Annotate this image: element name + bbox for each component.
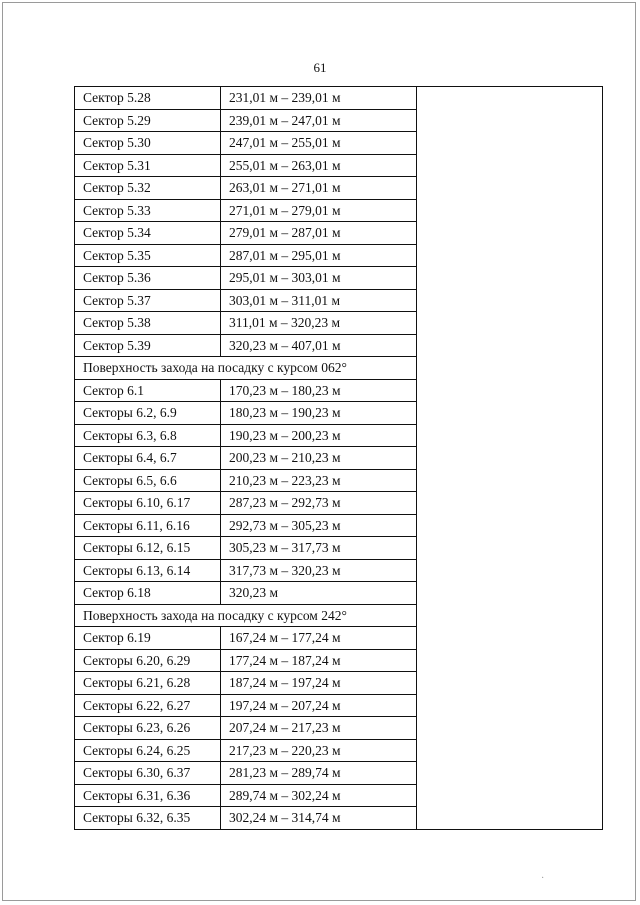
- sector-name-cell: Секторы 6.24, 6.25: [75, 739, 221, 762]
- page-number: 61: [313, 60, 327, 75]
- height-range-cell: 197,24 м – 207,24 м: [221, 694, 417, 717]
- height-range-cell: 292,73 м – 305,23 м: [221, 514, 417, 537]
- height-range-cell: 180,23 м – 190,23 м: [221, 402, 417, 425]
- height-range-cell: 317,73 м – 320,23 м: [221, 559, 417, 582]
- height-range-cell: 187,24 м – 197,24 м: [221, 672, 417, 695]
- table-row: [75, 87, 603, 110]
- height-range-cell: 287,01 м – 295,01 м: [221, 244, 417, 267]
- sector-height-table: [74, 86, 603, 830]
- height-range-cell: 279,01 м – 287,01 м: [221, 222, 417, 245]
- table-body: [75, 87, 603, 830]
- height-range-cell: 320,23 м – 407,01 м: [221, 334, 417, 357]
- section-heading: Поверхность захода на посадку с курсом 062°: [75, 357, 417, 380]
- height-range-cell: 255,01 м – 263,01 м: [221, 154, 417, 177]
- sector-name-cell: Сектор 6.18: [75, 582, 221, 605]
- sector-name-cell: Секторы 6.31, 6.36: [75, 784, 221, 807]
- sector-name-cell: Секторы 6.2, 6.9: [75, 402, 221, 425]
- sector-name-cell: Секторы 6.23, 6.26: [75, 717, 221, 740]
- sector-name-cell: Секторы 6.5, 6.6: [75, 469, 221, 492]
- height-range-cell: 320,23 м: [221, 582, 417, 605]
- height-range-cell: 247,01 м – 255,01 м: [221, 132, 417, 155]
- height-range-cell: 305,23 м – 317,73 м: [221, 537, 417, 560]
- height-range-cell: 271,01 м – 279,01 м: [221, 199, 417, 222]
- height-range-cell: 287,23 м – 292,73 м: [221, 492, 417, 515]
- sector-name-cell: Секторы 6.20, 6.29: [75, 649, 221, 672]
- sector-name-cell: Сектор 5.31: [75, 154, 221, 177]
- sector-name-cell: Сектор 5.34: [75, 222, 221, 245]
- height-range-cell: 177,24 м – 187,24 м: [221, 649, 417, 672]
- sector-name-cell: Сектор 5.38: [75, 312, 221, 335]
- sector-name-cell: Сектор 5.30: [75, 132, 221, 155]
- height-range-cell: 289,74 м – 302,24 м: [221, 784, 417, 807]
- sector-name-cell: Секторы 6.32, 6.35: [75, 807, 221, 830]
- height-range-cell: 295,01 м – 303,01 м: [221, 267, 417, 290]
- sector-name-cell: Секторы 6.30, 6.37: [75, 762, 221, 785]
- sector-name-cell: Секторы 6.11, 6.16: [75, 514, 221, 537]
- sector-name-cell: Секторы 6.21, 6.28: [75, 672, 221, 695]
- scan-speck: ·: [541, 873, 545, 884]
- height-range-cell: 167,24 м – 177,24 м: [221, 627, 417, 650]
- sector-name-cell: Секторы 6.22, 6.27: [75, 694, 221, 717]
- height-range-cell: 210,23 м – 223,23 м: [221, 469, 417, 492]
- sector-name-cell: Сектор 5.28: [75, 87, 221, 110]
- sector-name-cell: Секторы 6.12, 6.15: [75, 537, 221, 560]
- remarks-cell: [417, 87, 603, 830]
- height-range-cell: 207,24 м – 217,23 м: [221, 717, 417, 740]
- height-range-cell: 281,23 м – 289,74 м: [221, 762, 417, 785]
- sector-name-cell: Сектор 5.32: [75, 177, 221, 200]
- sector-name-cell: Сектор 6.1: [75, 379, 221, 402]
- sector-name-cell: Секторы 6.4, 6.7: [75, 447, 221, 470]
- height-range-cell: 231,01 м – 239,01 м: [221, 87, 417, 110]
- height-range-cell: 302,24 м – 314,74 м: [221, 807, 417, 830]
- height-range-cell: 170,23 м – 180,23 м: [221, 379, 417, 402]
- sector-name-cell: Секторы 6.3, 6.8: [75, 424, 221, 447]
- sector-name-cell: Сектор 6.19: [75, 627, 221, 650]
- sector-name-cell: Сектор 5.35: [75, 244, 221, 267]
- sector-name-cell: Сектор 5.29: [75, 109, 221, 132]
- height-range-cell: 190,23 м – 200,23 м: [221, 424, 417, 447]
- sector-name-cell: Секторы 6.10, 6.17: [75, 492, 221, 515]
- height-range-cell: 239,01 м – 247,01 м: [221, 109, 417, 132]
- section-heading: Поверхность захода на посадку с курсом 242°: [75, 604, 417, 627]
- height-range-cell: 311,01 м – 320,23 м: [221, 312, 417, 335]
- height-range-cell: 217,23 м – 220,23 м: [221, 739, 417, 762]
- sector-name-cell: Сектор 5.39: [75, 334, 221, 357]
- sector-name-cell: Сектор 5.37: [75, 289, 221, 312]
- sector-name-cell: Секторы 6.13, 6.14: [75, 559, 221, 582]
- sector-name-cell: Сектор 5.33: [75, 199, 221, 222]
- height-range-cell: 303,01 м – 311,01 м: [221, 289, 417, 312]
- height-range-cell: 200,23 м – 210,23 м: [221, 447, 417, 470]
- height-range-cell: 263,01 м – 271,01 м: [221, 177, 417, 200]
- sector-name-cell: Сектор 5.36: [75, 267, 221, 290]
